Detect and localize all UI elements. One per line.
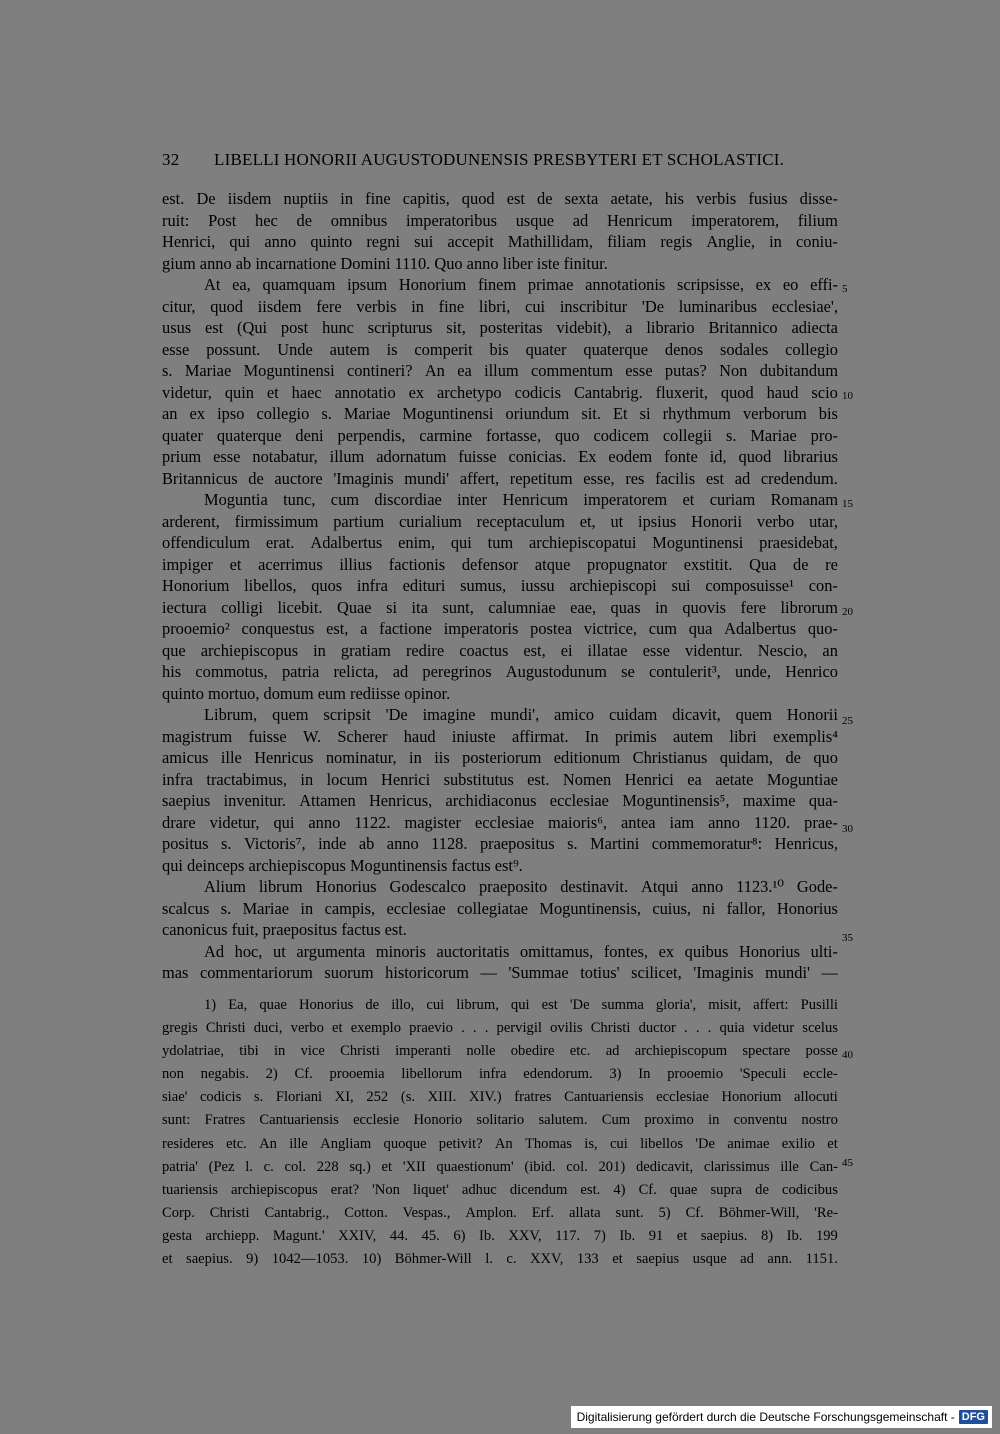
text-line: impiger et acerrimus illius factionis defensor atque propugnator exstitit. Qua de re — [162, 554, 838, 574]
text-line: Librum, quem scripsit 'De imagine mundi', amico cuidam dicavit, quem Honorii — [204, 705, 838, 724]
line-number: 10 — [842, 390, 853, 402]
text-line: citur, quod iisdem fere verbis in fine libri, cui inscribitur 'De luminaribus ecclesiae', — [162, 296, 838, 316]
text-line: prium esse notabatur, illum adornatum fuisse conicias. Ex eodem fonte id, quod librarius — [162, 447, 838, 466]
text-line: arderent, firmissimum partium curialium receptaculum et, ut ipsius Honorii verbo utar, — [162, 511, 838, 531]
text-line: 1) Ea, quae Honorius de illo, cui librum, qui est 'De summa gloria', misit, affert: Pusilli — [204, 997, 838, 1013]
page-number: 32 — [162, 150, 180, 169]
text-line: At ea, quamquam ipsum Honorium finem primae annotationis scripsisse, ex eo effi- — [204, 275, 838, 294]
text-line: gium anno ab incarnatione Domini 1110. Quo anno liber iste finitur. — [162, 253, 608, 273]
text-line: qui deinceps archiepiscopus Moguntinensis factus est⁹. — [162, 855, 523, 875]
text-line: patria' (Pez l. c. col. 228 sq.) et 'XII quaestionum' (ibid. col. 201) dedicavit, clarissimus ille Can- — [162, 1158, 838, 1175]
footnotes — [162, 994, 838, 1271]
text-line: infra tractabimus, in locum Henrici substitutus est. Nomen Henrici ea aetate Moguntiae — [162, 769, 838, 789]
text-line: usus est (Qui post hunc scripturus sit, posteritas videbit), a librario Britannico adiecta — [162, 318, 838, 337]
text-line: prooemio² conquestus est, a factione imperatoris postea victrice, cum qua Adalbertus quo- — [162, 619, 838, 638]
text-line: que archiepiscopus in gratiam redire coactus est, ei illatae esse videntur. Nescio, an — [162, 640, 838, 660]
line-number: 15 — [842, 498, 853, 510]
text-line: Honorium libellos, quos infra edituri sumus, iussu archiepiscopi sui composuisse¹ con- — [162, 576, 838, 595]
line-number: 40 — [842, 1049, 853, 1061]
text-line: gesta archiepp. Magunt.' XXIV, 44. 45. 6) Ib. XXV, 117. 7) Ib. 91 et saepius. 8) Ib. 199 — [162, 1227, 838, 1244]
text-line: his commotus, patria relicta, ad peregrinos Augustodunum se contulerit³, unde, Henrico — [162, 662, 838, 681]
text-line: positus s. Victoris⁷, inde ab anno 1128. praepositus s. Martini commemoratur⁸: Henricus, — [162, 834, 838, 853]
text-line: scalcus s. Mariae in campis, ecclesiae collegiatae Moguntinensis, cuius, ni fallor, Honorius — [162, 898, 838, 918]
text-line: siae' codicis s. Floriani XI, 252 (s. XIII. XIV.) fratres Cantuariensis ecclesiae Honorium allocuti — [162, 1089, 838, 1106]
line-number: 20 — [842, 606, 853, 618]
text-line: resideres etc. An ille Angliam quoque petivit? An Thomas is, cui libellos 'De animae exilio et — [162, 1135, 838, 1152]
text-line: iectura colligi licebit. Quae si ita sunt, calumniae eae, quas in quovis fere librorum — [162, 597, 838, 617]
line-number: 35 — [842, 932, 853, 944]
line-number: 5 — [842, 283, 848, 295]
digitization-credit — [571, 1406, 992, 1428]
text-line: ydolatriae, tibi in vice Christi imperanti nolle obedire etc. ad archiepiscopum spectare posse — [162, 1043, 838, 1060]
text-line: gregis Christi duci, verbo et exemplo praevio . . . pervigil ovilis Christi ductor . . . quia videtur scelus — [162, 1020, 838, 1037]
running-header — [162, 150, 842, 170]
main-text — [162, 188, 838, 984]
text-line: quinto mortuo, domum eum rediisse opinor. — [162, 683, 451, 703]
dfg-logo: DFG — [959, 1410, 988, 1424]
text-line: amicus ille Henricus nominatur, in iis posteriorum editionum Christianus quidam, de quo — [162, 748, 838, 767]
text-line: Moguntia tunc, cum discordiae inter Henricum imperatorem et curiam Romanam — [204, 490, 838, 509]
text-line: est. De iisdem nuptiis in fine capitis, quod est de sexta aetate, his verbis fusius disse- — [162, 189, 838, 208]
text-line: s. Mariae Moguntinensi contineri? An ea illum commentum esse putas? Non dubitandum — [162, 361, 838, 380]
text-line: sunt: Fratres Cantuariensis ecclesie Honorio solitario salutem. Cum proximo in conventu nostro — [162, 1112, 838, 1129]
line-number: 25 — [842, 715, 853, 727]
text-line: Britannicus de auctore 'Imaginis mundi' affert, repetitum esse, res facilis est ad credendum. — [162, 468, 838, 488]
text-line: Ad hoc, ut argumenta minoris auctoritatis omittamus, fontes, ex quibus Honorius ulti- — [204, 941, 838, 961]
text-line: tuariensis archiepiscopus erat? 'Non liquet' adhuc dicendum est. 4) Cf. quae supra de codicibus — [162, 1181, 838, 1198]
text-line: esse possunt. Unde autem is comperit bis quater quaterque denos sodales collegio — [162, 339, 838, 359]
line-number: 45 — [842, 1157, 853, 1169]
text-line: an ex ipso collegio s. Mariae Moguntinensi oriundum sit. Et si rhythmum verborum bis — [162, 404, 838, 423]
text-line: videtur, quin et haec annotatio ex archetypo codicis Cantabrig. fluxerit, quod haud scio — [162, 382, 838, 402]
text-line: magistrum fuisse W. Scherer haud iniuste affirmat. In primis autem libri exemplis⁴ — [162, 726, 838, 746]
text-line: offendiculum erat. Adalbertus enim, qui tum archiepiscopatui Moguntinensi praesidebat, — [162, 533, 838, 552]
text-line: ruit: Post hec de omnibus imperatoribus usque ad Henricum imperatorem, filium — [162, 210, 838, 230]
text-line: non negabis. 2) Cf. prooemia libellorum infra edendorum. 3) In prooemio 'Speculi eccle- — [162, 1066, 838, 1083]
text-line: et saepius. 9) 1042—1053. 10) Böhmer-Will l. c. XXV, 133 et saepius usque ad ann. 1151. — [162, 1251, 838, 1268]
text-line: canonicus fuit, praepositus factus est. — [162, 920, 407, 939]
line-number: 30 — [842, 823, 853, 835]
text-line: quater quaterque deni perpendis, carmine fortasse, quo codicem collegii s. Mariae pro- — [162, 425, 838, 445]
credit-text: Digitalisierung gefördert durch die Deutsche Forschungsgemeinschaft - — [576, 1410, 955, 1424]
text-line: Henrici, qui anno quinto regni sui accepit Mathillidam, filiam regis Anglie, in coniu- — [162, 232, 838, 251]
text-line: Alium librum Honorius Godescalco praeposito destinavit. Atqui anno 1123.¹⁰ Gode- — [204, 877, 838, 896]
running-title: LIBELLI HONORII AUGUSTODUNENSIS PRESBYTERI ET SCHOLASTICI. — [214, 150, 785, 169]
text-line: Corp. Christi Cantabrig., Cotton. Vespas., Amplon. Erf. allata sunt. 5) Cf. Böhmer-Will, 'Re- — [162, 1204, 838, 1221]
text-line: drare videtur, qui anno 1122. magister ecclesiae maioris⁶, antea iam anno 1120. prae- — [162, 812, 838, 832]
text-line: mas commentariorum suorum historicorum — 'Summae totius' scilicet, 'Imaginis mundi' — — [162, 963, 838, 982]
text-line: saepius invenitur. Attamen Henricus, archidiaconus ecclesiae Moguntinensis⁵, maxime qua- — [162, 791, 838, 810]
